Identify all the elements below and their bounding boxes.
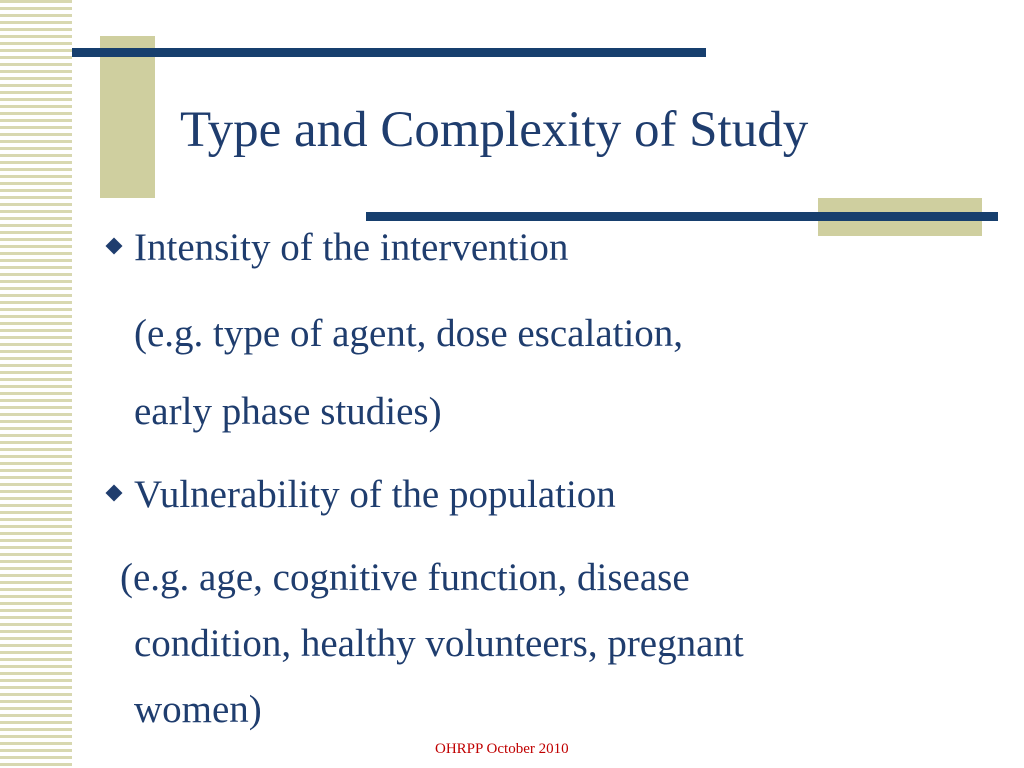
diamond-bullet-icon — [106, 485, 123, 502]
bullet-1-label: Intensity of the intervention — [134, 226, 569, 269]
footer-text: OHRPP October 2010 — [435, 741, 569, 757]
bullet-2-label: Vulnerability of the population — [134, 473, 616, 516]
decorative-line-right — [366, 212, 998, 221]
diamond-bullet-icon — [106, 238, 123, 255]
decorative-line-top — [72, 48, 706, 57]
bullet-2-detail-2: condition, healthy volunteers, pregnant — [134, 622, 744, 665]
bullet-1-detail-1: (e.g. type of agent, dose escalation, — [134, 312, 684, 355]
bullet-2-detail-1: (e.g. age, cognitive function, disease — [120, 556, 690, 599]
bullet-1-detail-2: early phase studies) — [134, 390, 442, 433]
decorative-tan-block-top — [100, 36, 155, 198]
decorative-stripe-band — [0, 0, 72, 768]
slide-title: Type and Complexity of Study — [180, 102, 809, 158]
bullet-2-detail-3: women) — [134, 688, 262, 731]
